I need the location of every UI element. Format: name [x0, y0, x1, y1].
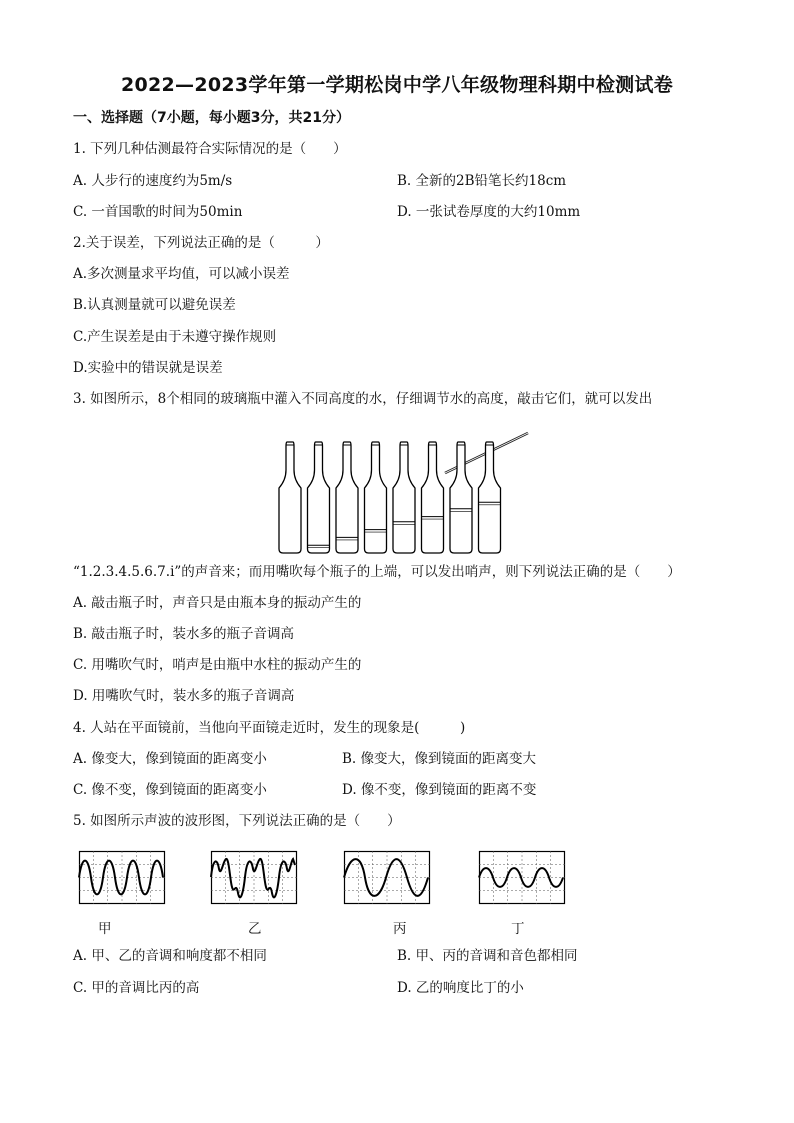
- waveform-yi-curve: [211, 859, 295, 897]
- q4-option-d: D. 像不变，像到镜面的距离不变: [342, 782, 537, 798]
- label-yi: 乙: [248, 921, 262, 937]
- q4-option-b: B. 像变大，像到镜面的距离变大: [342, 751, 537, 767]
- q2-option-d: D.实验中的错误就是误差: [73, 360, 223, 376]
- q2-option-c: C.产生误差是由于未遵守操作规则: [73, 329, 277, 345]
- q3-option-b: B. 敲击瓶子时，装水多的瓶子音调高: [73, 626, 295, 642]
- glass-bottle: [450, 442, 472, 553]
- glass-bottle: [479, 442, 501, 553]
- glass-bottle: [279, 442, 301, 553]
- label-ding: 丁: [511, 921, 525, 937]
- q1-option-c: C. 一首国歌的时间为50min: [73, 204, 243, 220]
- q2-option-a: A.多次测量求平均值，可以减小误差: [73, 266, 290, 282]
- q3-stem: 3. 如图所示，8个相同的玻璃瓶中灌入不同高度的水，仔细调节水的高度，敲击它们，就可以发出: [73, 391, 653, 407]
- q5-option-c: C. 甲的音调比丙的高: [73, 980, 200, 996]
- q3-option-d: D. 用嘴吹气时，装水多的瓶子音调高: [73, 688, 295, 704]
- exam-title: 2022—2023学年第一学期松岗中学八年级物理科期中检测试卷: [120, 74, 674, 96]
- label-jia: 甲: [98, 921, 112, 937]
- waveform-yi: [211, 851, 297, 904]
- q5-option-d: D. 乙的响度比丁的小: [397, 980, 524, 996]
- q3-stem-continued: “1.2.3.4.5.6.7.i”的声音来；而用嘴吹每个瓶子的上端，可以发出哨声，则下列说法正确的是（ ）: [73, 564, 681, 580]
- q1-option-d: D. 一张试卷厚度的大约10mm: [397, 204, 581, 220]
- waveform-ding: [479, 851, 565, 904]
- label-bing: 丙: [393, 921, 407, 937]
- q5-option-b: B. 甲、丙的音调和音色都相同: [397, 948, 578, 964]
- q5-stem: 5. 如图所示声波的波形图，下列说法正确的是（ ）: [73, 813, 401, 829]
- q2-option-b: B.认真测量就可以避免误差: [73, 297, 236, 313]
- q1-option-a: A. 人步行的速度约为5m/s: [73, 173, 233, 189]
- section-heading: 一、选择题（7小题，每小题3分，共21分）: [73, 110, 350, 126]
- glass-bottle: [365, 442, 387, 553]
- q4-option-c: C. 像不变，像到镜面的距离变小: [73, 782, 267, 798]
- glass-bottle: [393, 442, 415, 553]
- q1-stem: 1. 下列几种估测最符合实际情况的是（ ）: [73, 141, 347, 157]
- q3-option-c: C. 用嘴吹气时，哨声是由瓶中水柱的振动产生的: [73, 657, 362, 673]
- q4-stem: 4. 人站在平面镜前，当他向平面镜走近时，发生的现象是( ): [73, 720, 466, 736]
- bottles-figure: [270, 428, 540, 558]
- waveform-bing: [344, 851, 430, 904]
- glass-bottle: [308, 442, 330, 553]
- q5-option-a: A. 甲、乙的音调和响度都不相同: [73, 948, 267, 964]
- waveform-jia: [79, 851, 165, 904]
- glass-bottle: [422, 442, 444, 553]
- q1-option-b: B. 全新的2B铅笔长约18cm: [397, 173, 567, 189]
- glass-bottle: [336, 442, 358, 553]
- q4-option-a: A. 像变大，像到镜面的距离变小: [73, 751, 267, 767]
- q3-option-a: A. 敲击瓶子时，声音只是由瓶本身的振动产生的: [73, 595, 362, 611]
- q2-stem: 2.关于误差，下列说法正确的是（ ）: [73, 235, 329, 251]
